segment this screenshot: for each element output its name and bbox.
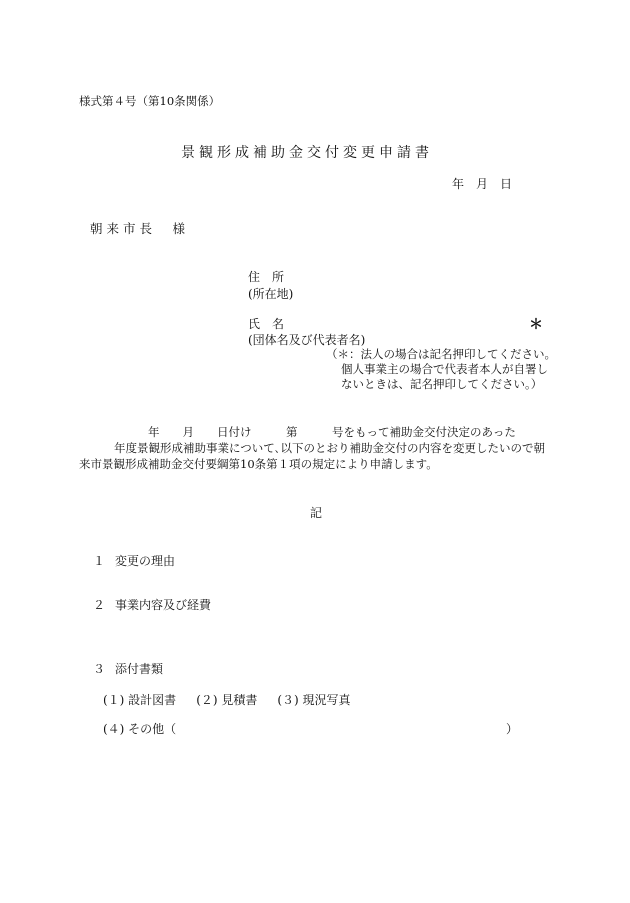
- item-content-and-cost: [93, 599, 211, 611]
- address-label: 住 所: [248, 270, 285, 284]
- seal-note-line-1: （＊：法人の場合は記名押印してください。: [326, 347, 556, 361]
- ki-heading: 記: [310, 506, 323, 520]
- item-change-reason: [93, 555, 175, 567]
- form-number: 様式第４号（第10条関係）: [79, 94, 221, 108]
- attachment-design-drawings: (１) 設計図書: [103, 693, 177, 707]
- item-number: ３: [93, 662, 106, 676]
- date-line: 年 月 日: [452, 177, 513, 191]
- item-attachments: [93, 663, 163, 675]
- item-number: ２: [93, 598, 106, 612]
- attachment-other-close: ）: [506, 722, 519, 736]
- name-sublabel: (団体名及び代表者名): [248, 333, 366, 347]
- attachment-other: (４) その他（: [103, 722, 177, 736]
- item-label: 変更の理由: [115, 554, 176, 568]
- addressee: 朝来市長 様: [90, 221, 190, 236]
- attachment-estimate: (２) 見積書: [196, 693, 258, 707]
- address-sublabel: (所在地): [248, 287, 294, 301]
- body-text-line-2: 年度景観形成補助事業について､以下のとおり補助金交付の内容を変更したいので朝: [114, 441, 546, 455]
- attachment-list: [103, 694, 351, 706]
- document-title: 景観形成補助金交付変更申請書: [181, 145, 433, 161]
- asterisk-mark: ＊: [529, 317, 543, 333]
- seal-note-line-2: 個人事業主の場合で代表者本人が自署し: [341, 362, 548, 376]
- item-label: 事業内容及び経費: [115, 598, 212, 612]
- item-number: １: [93, 554, 106, 568]
- attachment-site-photos: (３) 現況写真: [277, 693, 351, 707]
- name-label: 氏 名: [248, 317, 285, 331]
- body-text-line-3: 来市景観形成補助金交付要綱第10条第１項の規定により申請します。: [79, 457, 438, 471]
- body-text-line-1: 年 月 日付け 第 号をもって補助金交付決定のあった: [148, 425, 516, 439]
- item-label: 添付書類: [115, 662, 164, 676]
- seal-note-line-3: ないときは、記名押印してください。）: [341, 377, 543, 391]
